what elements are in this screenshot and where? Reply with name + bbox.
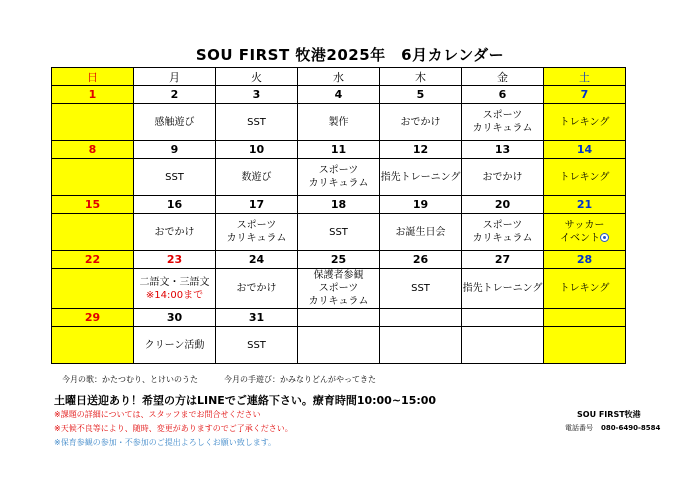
activity-cell [52,159,134,196]
day-number: 30 [134,309,216,327]
activity-cell [134,159,216,196]
activity-row [52,327,626,364]
activity-cell [380,214,462,251]
day-number-row [52,196,626,214]
note-2: ※天候不良等により、随時、変更がありますのでご了承ください。 [54,424,293,433]
day-number: 13 [462,141,544,159]
calendar-table [51,67,626,364]
activity-cell [52,269,134,309]
activity-text: スポーツ [318,165,359,176]
activity-text: サッカー [564,220,605,231]
page-title: SOU FIRST 牧港2025年 6月カレンダー [195,46,505,64]
day-number: 8 [52,141,134,159]
monthly-songs [62,374,376,385]
day-number [544,309,626,327]
day-number: 16 [134,196,216,214]
activity-text: お誕生日会 [395,226,446,238]
day-number: 10 [216,141,298,159]
activity-cell [216,104,298,141]
day-number: 27 [462,251,544,269]
day-number: 7 [544,86,626,104]
activity-text: 保護者参観 [313,270,364,281]
weekday-wed: 水 [298,68,380,86]
activity-cell [462,327,544,364]
activity-text: スポーツ [482,110,523,121]
day-number: 2 [134,86,216,104]
day-number [298,309,380,327]
activity-cell [462,214,544,251]
activity-text: カリキュラム [308,178,369,189]
activity-text: おでかけ [400,116,441,128]
day-number-row [52,251,626,269]
activity-cell [134,327,216,364]
weekday-header-row [52,68,626,86]
activity-cell [462,104,544,141]
activity-cell [462,159,544,196]
day-number: 18 [298,196,380,214]
day-number: 1 [52,86,134,104]
activity-cell [298,327,380,364]
activity-cell [52,214,134,251]
weekday-sat: 土 [544,68,626,86]
time-note: ※14:00まで [145,289,204,301]
phone-info [565,423,660,433]
activity-cell [134,214,216,251]
activity-text: 感触遊び [154,116,195,128]
activity-text: トレキング [559,171,610,183]
activity-cell [380,159,462,196]
weekday-sun: 日 [52,68,134,86]
activity-cell [544,327,626,364]
day-number: 23 [134,251,216,269]
activity-text: トレキング [559,283,610,294]
hand-play-text: 今月の手遊び：かみなりどんがやってきた [224,375,376,384]
day-number: 24 [216,251,298,269]
day-number: 3 [216,86,298,104]
day-number-row [52,309,626,327]
phone-number: 080-6490-8584 [601,424,661,432]
activity-text: おでかけ [236,283,277,294]
activity-text: SST [247,116,266,128]
phone-label: 電話番号 [565,424,593,432]
activity-text: カリキュラム [308,296,369,307]
day-number: 12 [380,141,462,159]
day-number: 4 [298,86,380,104]
activity-text: トレキング [559,116,610,128]
activity-text: 製作 [328,116,349,128]
day-number: 19 [380,196,462,214]
activity-row [52,269,626,309]
activity-row [52,159,626,196]
activity-text: スポーツ [236,220,277,231]
activity-cell [462,269,544,309]
activity-cell [298,269,380,309]
activity-cell [298,214,380,251]
day-number: 21 [544,196,626,214]
activity-text: スポーツ [318,283,359,294]
day-number: 20 [462,196,544,214]
activity-text: 二語文・三語文 [139,276,210,288]
day-number: 28 [544,251,626,269]
weekday-thu: 木 [380,68,462,86]
activity-text: カリキュラム [226,233,287,244]
day-number: 26 [380,251,462,269]
day-number: 14 [544,141,626,159]
activity-cell [544,214,626,251]
day-number-row [52,141,626,159]
weekday-mon: 月 [134,68,216,86]
activity-cell [544,104,626,141]
note-3: ※保育参観の参加・不参加のご提出よろしくお願い致します。 [54,438,277,447]
activity-cell [298,159,380,196]
activity-cell [52,327,134,364]
activity-cell [52,104,134,141]
activity-row [52,214,626,251]
note-1: ※課題の詳細については、スタッフまでお問合せください [54,410,261,419]
weekday-tue: 火 [216,68,298,86]
activity-text: 指先トレーニング [462,283,543,294]
activity-cell [216,327,298,364]
activity-cell [216,269,298,309]
company-name: SOU FIRST牧港 [577,410,641,419]
activity-text: クリーン活動 [144,339,205,351]
song-text: 今月の歌：かたつむり、とけいのうた [62,375,198,384]
day-number [380,309,462,327]
activity-text: カリキュラム [472,233,533,244]
activity-cell [380,104,462,141]
day-number: 25 [298,251,380,269]
day-number: 5 [380,86,462,104]
activity-cell [298,104,380,141]
activity-text: 数遊び [241,171,272,183]
day-number: 29 [52,309,134,327]
activity-cell [380,269,462,309]
activity-cell [380,327,462,364]
day-number: 17 [216,196,298,214]
day-number: 9 [134,141,216,159]
day-number: 22 [52,251,134,269]
saturday-notice: 土曜日送迎あり！希望の方はLINEでご連絡下さい。療育時間10:00~15:00 [54,394,437,407]
activity-text: SST [411,283,430,294]
activity-cell [216,159,298,196]
day-number: 31 [216,309,298,327]
activity-text: おでかけ [154,226,195,238]
activity-text: SST [247,339,266,351]
activity-cell [544,159,626,196]
activity-cell [134,269,216,309]
day-number-row [52,86,626,104]
activity-text: カリキュラム [472,123,533,134]
weekday-fri: 金 [462,68,544,86]
activity-text: SST [329,226,348,238]
activity-text: 指先トレーニング [380,171,461,183]
activity-text: SST [165,171,184,183]
day-number: 6 [462,86,544,104]
day-number: 11 [298,141,380,159]
activity-text: おでかけ [482,171,523,183]
activity-cell [134,104,216,141]
activity-row [52,104,626,141]
activity-cell [544,269,626,309]
activity-text: スポーツ [482,220,523,231]
activity-text: イベント [560,233,600,244]
day-number: 15 [52,196,134,214]
day-number [462,309,544,327]
soccer-ball-icon [600,233,609,242]
activity-cell [216,214,298,251]
